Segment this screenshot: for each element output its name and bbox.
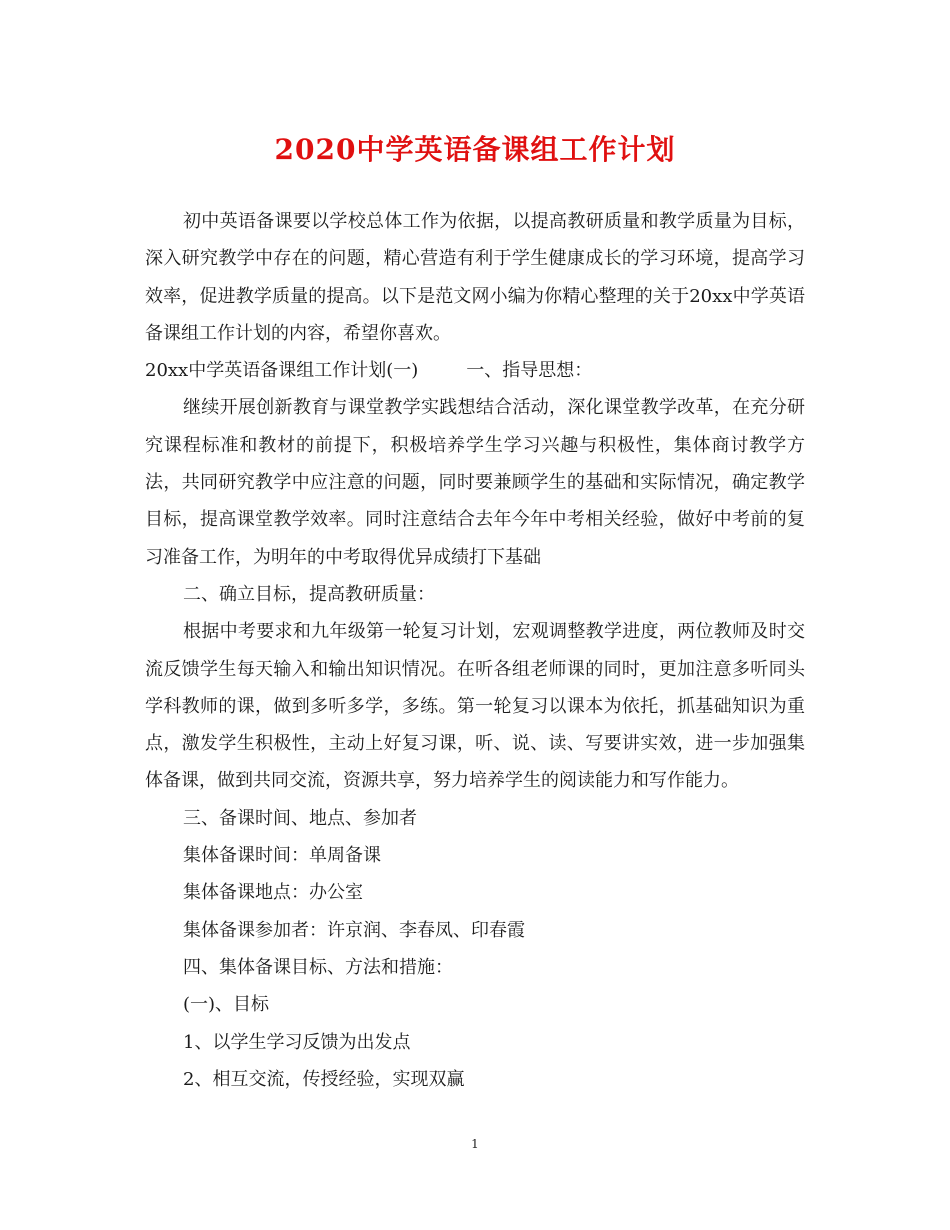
section1-heading: 一、指导思想： xyxy=(466,360,593,382)
plan-heading: 20xx中学英语备课组工作计划(一) xyxy=(145,360,419,382)
section4-heading: 四、集体备课目标、方法和措施： xyxy=(183,956,453,978)
sub1-heading: (一)、目标 xyxy=(183,994,270,1016)
section1-paragraph: 继续开展创新教育与课堂教学实践想结合活动，深化课堂教学改革，在充分研究课程标准和教材的前提下，积极培养学生学习兴趣与积极性，集体商讨教学方法，共同研究教学中应注意的问题，同时要兼顾学生的基础和实际情况，确定教学目标，提高课堂教学效率。同时注意结合去年今年中考相关经验，做好中考前的复习准备工作，为明年的中考取得优异成绩打下基础 xyxy=(145,397,805,568)
list-item-2: 2、相互交流，传授经验，实现双赢 xyxy=(183,1068,465,1090)
plan-heading-line xyxy=(145,352,805,389)
section3-heading: 三、备课时间、地点、参加者 xyxy=(183,807,417,829)
time-line: 集体备课时间：单周备课 xyxy=(183,845,381,867)
section2-paragraph: 根据中考要求和九年级第一轮复习计划，宏观调整教学进度，两位教师及时交流反馈学生每天输入和输出知识情况。在听各组老师课的同时，更加注意多听同头学科教师的课，做到多听多学，多练。第一轮复习以课本为依托，抓基础知识为重点，激发学生积极性，主动上好复习课，听、说、读、写要讲实效，进一步加强集体备课，做到共同交流，资源共享，努力培养学生的阅读能力和写作能力。 xyxy=(145,621,805,792)
document-title: 2020中学英语备课组工作计划 xyxy=(274,133,676,166)
intro-paragraph: 初中英语备课要以学校总体工作为依据，以提高教研质量和教学质量为目标，深入研究教学中存在的问题，精心营造有利于学生健康成长的学习环境，提高学习效率，促进教学质量的提高。以下是范文网小编为你精心整理的关于20xx中学英语备课组工作计划的内容，希望你喜欢。 xyxy=(145,211,805,344)
page-number: 1 xyxy=(471,1137,479,1151)
document-body xyxy=(145,203,805,1098)
participants-line: 集体备课参加者：许京润、李春凤、印春霞 xyxy=(183,919,525,941)
section2-heading: 二、确立目标，提高教研质量： xyxy=(183,583,435,605)
list-item-1: 1、以学生学习反馈为出发点 xyxy=(183,1031,411,1053)
place-line: 集体备课地点：办公室 xyxy=(183,882,363,904)
